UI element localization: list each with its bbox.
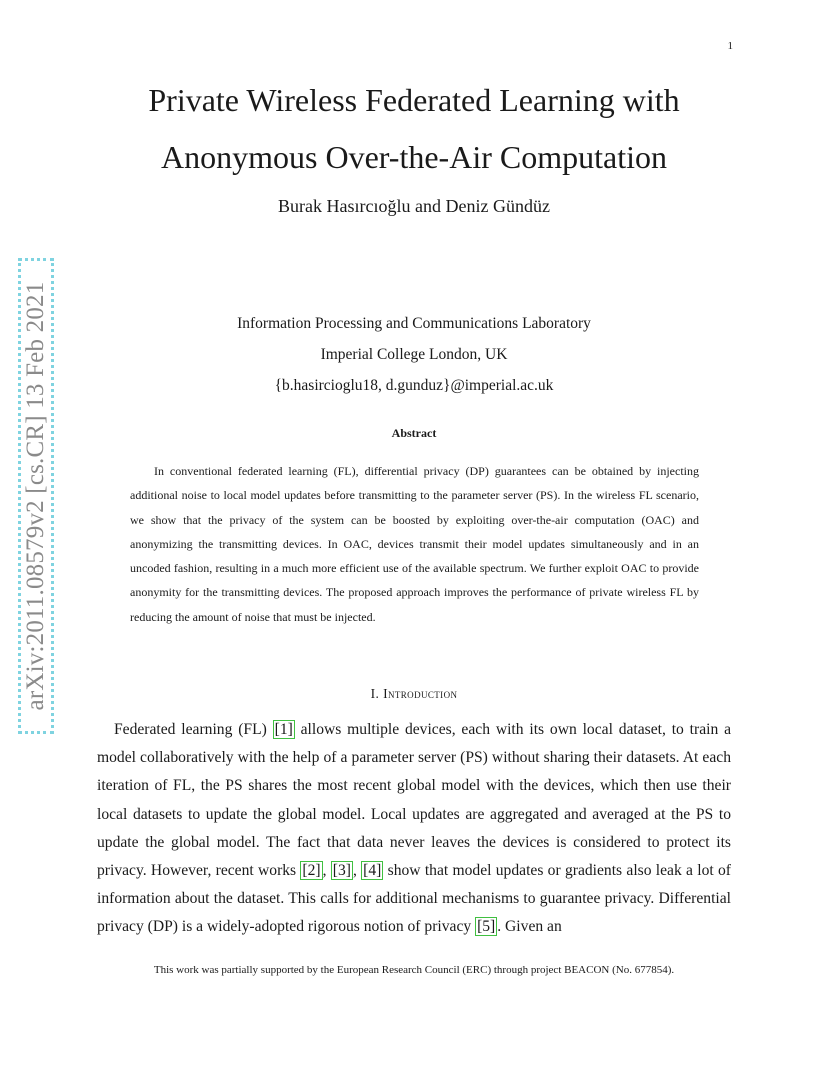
citation-link-1[interactable]: [1] [274,721,293,738]
affiliation-block [90,308,738,401]
author-emails: {b.hasircioglu18, d.gunduz}@imperial.ac.uk [274,377,554,394]
intro-text-part-4: . Given an [497,918,562,936]
funding-footnote: This work was partially supported by the European Research Council (ERC) through project BEACON (No. 677854). [153,964,675,976]
arxiv-identifier-text: arXiv:2011.08579v2 [cs.CR] 13 Feb 2021 [22,281,49,711]
citation-separator-1: , [322,862,331,880]
section-title: Introduction [383,686,458,701]
paper-title [90,72,738,186]
intro-text-part-1: Federated learning (FL) [114,721,273,738]
section-heading [90,686,738,702]
affiliation-lab: Information Processing and Communications Laboratory [237,315,591,332]
intro-text-part-2: allows multiple devices, each with its own local dataset, to train a model collaboratively with the help of a parameter server (PS) without sharing their datasets. At each iteration of FL, the PS shares the most recent global model with the devices, which then use their local datasets to update the global model. Local updates are aggregated and averaged at the PS to update the global model. The fact that data never leaves the devices is considered to protect its privacy. However, recent works [97,721,731,880]
intro-text-part-3: show that model updates or gradients also leak a lot of information about the dataset. This calls for additional mechanisms to guarantee privacy. Differential privacy (DP) is a widely-adopted rigorous notion of privacy [97,862,731,936]
abstract-heading: Abstract [391,426,437,440]
citation-link-4[interactable]: [4] [363,862,382,880]
citation-link-3[interactable]: [3] [332,862,351,880]
citation-link-5[interactable]: [5] [477,918,496,936]
abstract-text: In conventional federated learning (FL), differential privacy (DP) guarantees can be obtained by injecting additional noise to local model updates before transmitting to the parameter server (PS). In the wireless FL scenario, we show that the privacy of the system can be boosted by exploiting over-the-air computation (OAC) and anonymizing the transmitting devices. In OAC, devices transmit their model updates simultaneously and in an uncoded fashion, resulting in a much more efficient use of the available spectrum. We further exploit OAC to provide anonymity for the transmitting devices. The proposed approach improves the performance of private wireless FL by reducing the amount of noise that must be injected. [130,464,699,624]
affiliation-institution: Imperial College London, UK [320,346,508,363]
citation-separator-2: , [352,862,362,880]
author-list: Burak Hasırcıoğlu and Deniz Gündüz [278,196,550,216]
paper-title-line-1: Private Wireless Federated Learning with [148,82,680,118]
introduction-paragraph [97,716,731,942]
page-number: 1 [727,40,733,52]
citation-link-2[interactable]: [2] [302,862,321,880]
paper-title-line-2: Anonymous Over-the-Air Computation [161,139,667,175]
section-number: I. [370,686,380,701]
arxiv-identifier-stamp [18,258,54,734]
